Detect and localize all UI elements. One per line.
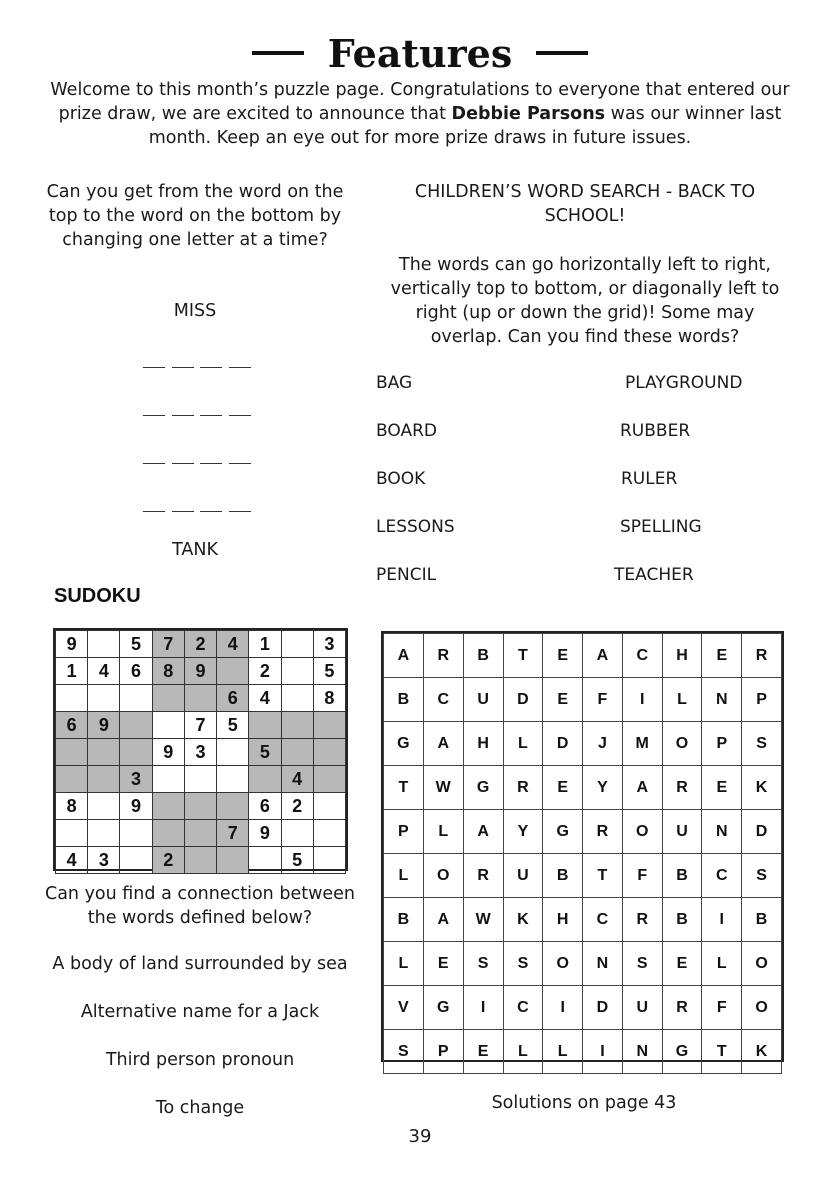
ladder-blank-row [143, 511, 251, 513]
sudoku-row [56, 685, 346, 712]
word-search-cell: E [463, 1030, 503, 1074]
word-search-cell: C [622, 634, 662, 678]
word-list-item: PENCIL [376, 565, 437, 585]
title-dash-right [536, 51, 588, 55]
connection-clue: Alternative name for a Jack [80, 1002, 320, 1022]
sudoku-cell [217, 793, 249, 820]
word-list-item: BAG [376, 373, 413, 393]
word-search-cell: A [463, 810, 503, 854]
sudoku-cell: 2 [152, 847, 184, 874]
connection-question: Can you find a connection between the words defined below? [44, 884, 356, 928]
sudoku-cell: 9 [120, 793, 152, 820]
word-search-cell: B [662, 854, 702, 898]
word-search-cell: E [543, 678, 583, 722]
word-search-row [384, 854, 782, 898]
word-search-cell: L [384, 942, 424, 986]
sudoku-cell [184, 685, 216, 712]
word-search-cell: D [503, 678, 543, 722]
sudoku-cell [184, 793, 216, 820]
sudoku-cell [281, 712, 313, 739]
sudoku-row [56, 712, 346, 739]
word-search-cell: L [503, 1030, 543, 1074]
ladder-end-word: TANK [172, 540, 218, 560]
sudoku-cell: 4 [88, 658, 120, 685]
sudoku-cell [217, 847, 249, 874]
word-search-cell: O [742, 986, 782, 1030]
word-search-row [384, 942, 782, 986]
sudoku-cell: 1 [249, 631, 281, 658]
sudoku-cell [88, 793, 120, 820]
sudoku-cell: 9 [56, 631, 88, 658]
sudoku-cell: 4 [281, 766, 313, 793]
word-search-cell: K [742, 1030, 782, 1074]
sudoku-cell [152, 820, 184, 847]
word-list-item: TEACHER [614, 565, 694, 585]
word-search-cell: E [702, 634, 742, 678]
sudoku-cell [281, 658, 313, 685]
word-search-cell: T [384, 766, 424, 810]
sudoku-row [56, 793, 346, 820]
sudoku-cell [281, 631, 313, 658]
word-search-cell: S [742, 722, 782, 766]
sudoku-cell [56, 766, 88, 793]
word-search-cell: U [622, 986, 662, 1030]
word-search-cell: R [622, 898, 662, 942]
word-list-item: BOOK [376, 469, 426, 489]
sudoku-cell: 5 [313, 658, 345, 685]
title-dash-left [252, 51, 304, 55]
word-search-instructions: The words can go horizontally left to right, vertically top to bottom, or diagonally left to right (up or down the grid)! Some may overlap. Can you find these words? [390, 255, 780, 347]
sudoku-cell [56, 820, 88, 847]
sudoku-cell [281, 820, 313, 847]
sudoku-cell: 6 [217, 685, 249, 712]
word-search-cell: C [583, 898, 623, 942]
word-search-cell: B [742, 898, 782, 942]
word-list-item: LESSONS [376, 517, 455, 537]
sudoku-cell [56, 685, 88, 712]
sudoku-cell [184, 820, 216, 847]
sudoku-cell: 7 [152, 631, 184, 658]
word-search-row [384, 634, 782, 678]
word-search-cell: C [423, 678, 463, 722]
word-search-cell: P [423, 1030, 463, 1074]
word-search-cell: F [583, 678, 623, 722]
word-search-cell: G [463, 766, 503, 810]
word-search-cell: S [622, 942, 662, 986]
word-search-cell: I [543, 986, 583, 1030]
sudoku-cell: 8 [152, 658, 184, 685]
sudoku-cell: 2 [184, 631, 216, 658]
word-search-cell: N [702, 678, 742, 722]
sudoku-cell: 9 [184, 658, 216, 685]
word-search-cell: B [543, 854, 583, 898]
word-search-cell: L [543, 1030, 583, 1074]
sudoku-cell [152, 712, 184, 739]
sudoku-cell [88, 685, 120, 712]
page-title: Features [327, 30, 513, 76]
word-search-cell: N [702, 810, 742, 854]
connection-clue: To change [155, 1098, 245, 1118]
sudoku-cell [184, 766, 216, 793]
word-search-cell: U [463, 678, 503, 722]
word-search-cell: H [662, 634, 702, 678]
word-search-cell: O [423, 854, 463, 898]
word-search-cell: S [463, 942, 503, 986]
sudoku-cell [56, 739, 88, 766]
sudoku-cell: 6 [56, 712, 88, 739]
word-search-cell: U [503, 854, 543, 898]
word-list-item: SPELLING [620, 517, 702, 537]
word-search-cell: O [543, 942, 583, 986]
sudoku-cell: 3 [313, 631, 345, 658]
page-number: 39 [408, 1126, 432, 1147]
word-list-item: RULER [621, 469, 678, 489]
page-header [0, 28, 840, 78]
word-search-cell: I [463, 986, 503, 1030]
word-search-cell: K [742, 766, 782, 810]
sudoku-cell [249, 712, 281, 739]
word-search-cell: J [583, 722, 623, 766]
word-search-cell: L [662, 678, 702, 722]
sudoku-cell [313, 820, 345, 847]
connection-clue: A body of land surrounded by sea [52, 954, 348, 974]
ladder-blank-row [143, 415, 251, 417]
sudoku-row [56, 766, 346, 793]
sudoku-cell: 1 [56, 658, 88, 685]
sudoku-cell [120, 739, 152, 766]
sudoku-cell [313, 847, 345, 874]
sudoku-cell [313, 739, 345, 766]
sudoku-cell: 9 [152, 739, 184, 766]
word-search-row [384, 766, 782, 810]
word-search-row [384, 898, 782, 942]
sudoku-row [56, 739, 346, 766]
word-search-cell: I [702, 898, 742, 942]
sudoku-cell: 3 [120, 766, 152, 793]
sudoku-row [56, 658, 346, 685]
sudoku-cell [152, 766, 184, 793]
word-search-grid [381, 631, 784, 1062]
sudoku-cell: 4 [249, 685, 281, 712]
sudoku-cell: 2 [281, 793, 313, 820]
sudoku-cell: 3 [184, 739, 216, 766]
intro-text-before: Welcome to this month’s puzzle page. Congratulations to everyone that entered our prize draw, we are excited to announce that [50, 80, 790, 124]
word-search-cell: D [742, 810, 782, 854]
sudoku-cell [88, 631, 120, 658]
word-list-item: BOARD [376, 421, 437, 441]
sudoku-cell: 3 [88, 847, 120, 874]
sudoku-cell [88, 820, 120, 847]
sudoku-cell: 8 [313, 685, 345, 712]
sudoku-cell: 9 [249, 820, 281, 847]
word-search-cell: R [503, 766, 543, 810]
word-search-cell: G [543, 810, 583, 854]
ladder-start-word: MISS [173, 301, 217, 321]
word-search-cell: G [384, 722, 424, 766]
sudoku-cell: 7 [184, 712, 216, 739]
word-list-item: PLAYGROUND [625, 373, 743, 393]
word-search-cell: E [702, 766, 742, 810]
sudoku-cell [313, 766, 345, 793]
word-search-cell: P [702, 722, 742, 766]
word-search-cell: A [384, 634, 424, 678]
word-search-cell: K [503, 898, 543, 942]
word-search-cell: R [463, 854, 503, 898]
sudoku-cell [313, 793, 345, 820]
word-search-cell: B [384, 678, 424, 722]
word-search-cell: C [702, 854, 742, 898]
sudoku-cell [217, 658, 249, 685]
word-search-cell: W [423, 766, 463, 810]
word-search-title: CHILDREN’S WORD SEARCH - BACK TO SCHOOL! [414, 182, 756, 226]
word-search-cell: R [423, 634, 463, 678]
sudoku-cell [120, 712, 152, 739]
word-search-cell: T [583, 854, 623, 898]
word-search-cell: A [622, 766, 662, 810]
word-search-cell: B [662, 898, 702, 942]
word-search-cell: D [543, 722, 583, 766]
sudoku-title: SUDOKU [54, 585, 141, 607]
sudoku-cell: 2 [249, 658, 281, 685]
sudoku-cell [120, 685, 152, 712]
word-search-cell: I [622, 678, 662, 722]
word-search-cell: D [583, 986, 623, 1030]
word-search-cell: L [503, 722, 543, 766]
sudoku-cell [281, 685, 313, 712]
word-search-cell: R [662, 766, 702, 810]
word-search-cell: Y [503, 810, 543, 854]
sudoku-cell [152, 685, 184, 712]
sudoku-cell: 6 [120, 658, 152, 685]
sudoku-cell: 5 [249, 739, 281, 766]
word-search-cell: B [463, 634, 503, 678]
word-search-cell: O [742, 942, 782, 986]
word-search-cell: P [384, 810, 424, 854]
word-search-cell: O [662, 722, 702, 766]
sudoku-cell: 7 [217, 820, 249, 847]
sudoku-cell: 4 [56, 847, 88, 874]
word-search-cell: L [384, 854, 424, 898]
solutions-note: Solutions on page 43 [491, 1093, 677, 1113]
word-search-cell: A [423, 722, 463, 766]
sudoku-cell [249, 766, 281, 793]
word-search-cell: E [662, 942, 702, 986]
word-search-cell: S [384, 1030, 424, 1074]
word-search-cell: P [742, 678, 782, 722]
word-search-cell: A [423, 898, 463, 942]
word-search-cell: M [622, 722, 662, 766]
word-search-cell: O [622, 810, 662, 854]
word-search-cell: T [702, 1030, 742, 1074]
sudoku-cell [88, 739, 120, 766]
word-search-cell: N [622, 1030, 662, 1074]
word-search-cell: I [583, 1030, 623, 1074]
word-search-cell: G [423, 986, 463, 1030]
word-search-cell: T [503, 634, 543, 678]
word-search-cell: N [583, 942, 623, 986]
word-search-cell: F [702, 986, 742, 1030]
sudoku-cell: 4 [217, 631, 249, 658]
connection-clue: Third person pronoun [105, 1050, 295, 1070]
sudoku-row [56, 631, 346, 658]
word-search-cell: H [543, 898, 583, 942]
word-search-cell: E [543, 634, 583, 678]
winner-name: Debbie Parsons [451, 104, 606, 124]
word-search-cell: S [503, 942, 543, 986]
word-search-cell: A [583, 634, 623, 678]
sudoku-row [56, 820, 346, 847]
word-search-cell: H [463, 722, 503, 766]
word-search-cell: C [503, 986, 543, 1030]
word-search-cell: L [423, 810, 463, 854]
sudoku-cell [217, 739, 249, 766]
word-search-row [384, 986, 782, 1030]
word-search-row [384, 722, 782, 766]
word-search-cell: Y [583, 766, 623, 810]
sudoku-cell [313, 712, 345, 739]
word-search-row [384, 1030, 782, 1074]
sudoku-cell [249, 847, 281, 874]
word-search-cell: S [742, 854, 782, 898]
sudoku-cell: 6 [249, 793, 281, 820]
word-list-item: RUBBER [620, 421, 691, 441]
ladder-blank-row [143, 367, 251, 369]
sudoku-cell [152, 793, 184, 820]
word-search-cell: R [742, 634, 782, 678]
word-ladder-question: Can you get from the word on the top to the word on the bottom by changing one letter at a time? [46, 182, 344, 250]
sudoku-cell: 5 [281, 847, 313, 874]
sudoku-cell: 8 [56, 793, 88, 820]
word-search-cell: E [543, 766, 583, 810]
ladder-blank-row [143, 463, 251, 465]
word-search-cell: G [662, 1030, 702, 1074]
word-search-cell: F [622, 854, 662, 898]
word-search-cell: E [423, 942, 463, 986]
word-search-cell: R [662, 986, 702, 1030]
word-search-cell: B [384, 898, 424, 942]
sudoku-grid [53, 628, 348, 871]
word-search-cell: L [702, 942, 742, 986]
sudoku-row [56, 847, 346, 874]
sudoku-cell [120, 820, 152, 847]
word-search-cell: W [463, 898, 503, 942]
sudoku-cell: 5 [120, 631, 152, 658]
sudoku-cell: 5 [217, 712, 249, 739]
word-search-cell: R [583, 810, 623, 854]
sudoku-cell [184, 847, 216, 874]
sudoku-cell [281, 739, 313, 766]
sudoku-cell [217, 766, 249, 793]
sudoku-cell: 9 [88, 712, 120, 739]
intro-text-after: was our winner last month. Keep an eye out for more prize draws in future issues. [148, 104, 782, 148]
word-search-row [384, 678, 782, 722]
sudoku-cell [120, 847, 152, 874]
word-search-cell: U [662, 810, 702, 854]
word-search-row [384, 810, 782, 854]
word-search-cell: V [384, 986, 424, 1030]
intro-paragraph [40, 78, 800, 150]
sudoku-cell [88, 766, 120, 793]
